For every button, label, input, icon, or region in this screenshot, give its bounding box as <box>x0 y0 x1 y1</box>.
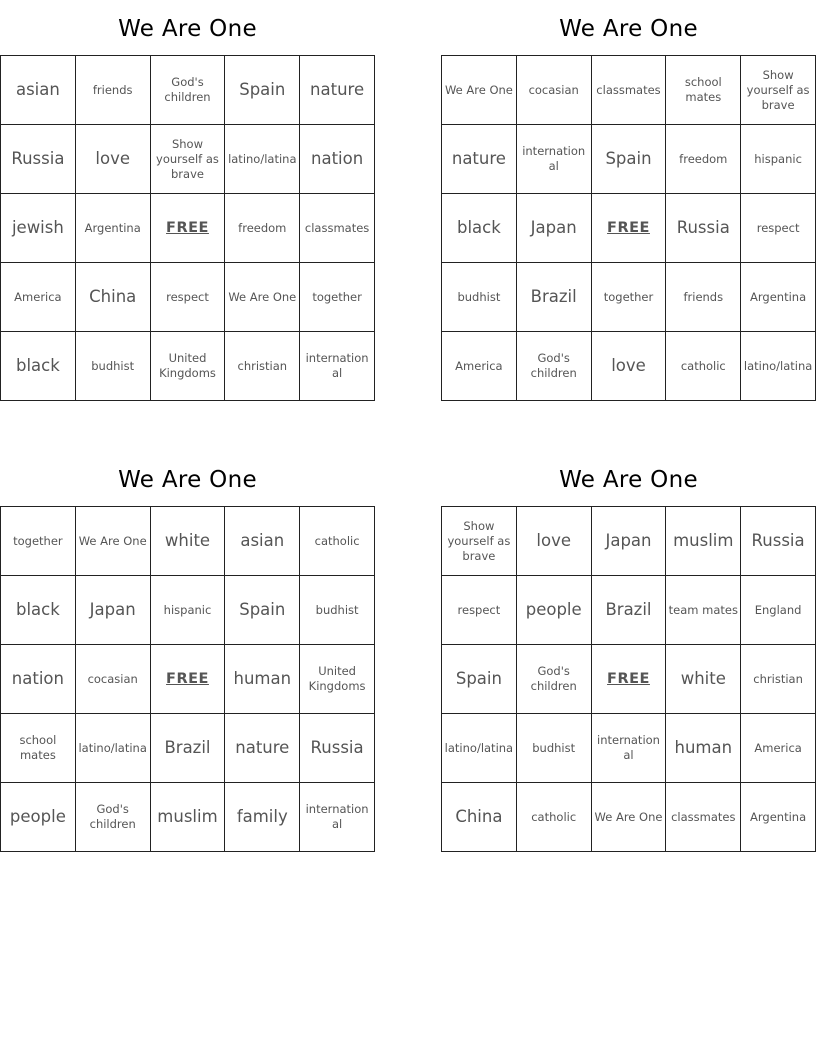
card-title: We Are One <box>118 467 257 493</box>
bingo-cell: jewish <box>1 194 76 263</box>
bingo-cell: asian <box>1 56 76 125</box>
grid-row <box>1 783 375 852</box>
bingo-cell: hispanic <box>150 576 225 645</box>
free-space-cell: FREE <box>591 645 666 714</box>
bingo-cell: cocasian <box>75 645 150 714</box>
grid-row <box>1 194 375 263</box>
bingo-cell: England <box>741 576 816 645</box>
bingo-cell: nation <box>1 645 76 714</box>
bingo-card-1 <box>0 0 375 401</box>
bingo-cell: human <box>666 714 741 783</box>
grid-row <box>442 332 816 401</box>
bingo-cell: America <box>442 332 517 401</box>
bingo-cell: international <box>300 783 375 852</box>
bingo-cell: asian <box>225 507 300 576</box>
grid-row <box>442 125 816 194</box>
grid-row <box>442 645 816 714</box>
bingo-cell: Argentina <box>741 783 816 852</box>
bingo-card-4 <box>441 451 816 852</box>
card-title: We Are One <box>559 467 698 493</box>
bingo-cell: black <box>1 332 76 401</box>
grid-row <box>1 332 375 401</box>
bingo-cell: Brazil <box>516 263 591 332</box>
bingo-cell: America <box>1 263 76 332</box>
bingo-cell: God's children <box>75 783 150 852</box>
bingo-cell: budhist <box>516 714 591 783</box>
bingo-cell: cocasian <box>516 56 591 125</box>
bingo-cell: We Are One <box>75 507 150 576</box>
bingo-cell: latino/latina <box>75 714 150 783</box>
bingo-cell: family <box>225 783 300 852</box>
bingo-cell: classmates <box>591 56 666 125</box>
grid-row <box>442 576 816 645</box>
grid-row <box>442 56 816 125</box>
bingo-card-2 <box>441 0 816 401</box>
bingo-cell: Japan <box>75 576 150 645</box>
bingo-cell: people <box>1 783 76 852</box>
bingo-cell: Spain <box>442 645 517 714</box>
grid-row <box>1 125 375 194</box>
bingo-cell: christian <box>225 332 300 401</box>
bingo-cell: nature <box>442 125 517 194</box>
bingo-cell: human <box>225 645 300 714</box>
bingo-grid <box>441 55 816 401</box>
bingo-cell: Russia <box>741 507 816 576</box>
bingo-cell: God's children <box>516 645 591 714</box>
bingo-cell: China <box>75 263 150 332</box>
bingo-cell: nation <box>300 125 375 194</box>
bingo-cell: friends <box>666 263 741 332</box>
bingo-cell: latino/latina <box>442 714 517 783</box>
bingo-cell: budhist <box>75 332 150 401</box>
bingo-grid <box>0 55 375 401</box>
free-space-cell: FREE <box>150 645 225 714</box>
grid-row <box>442 263 816 332</box>
bingo-cell: Show yourself as brave <box>442 507 517 576</box>
bingo-cell: together <box>300 263 375 332</box>
bingo-cell: friends <box>75 56 150 125</box>
grid-row <box>1 56 375 125</box>
bingo-cell: Show yourself as brave <box>741 56 816 125</box>
bingo-cell: Spain <box>225 56 300 125</box>
bingo-cell: classmates <box>666 783 741 852</box>
bingo-cell: We Are One <box>591 783 666 852</box>
bingo-grid <box>0 506 375 852</box>
bingo-cell: together <box>1 507 76 576</box>
bingo-cell: love <box>75 125 150 194</box>
bingo-cell: love <box>516 507 591 576</box>
bingo-cell: United Kingdoms <box>300 645 375 714</box>
bingo-cell: classmates <box>300 194 375 263</box>
grid-row <box>1 576 375 645</box>
bingo-cell: We Are One <box>442 56 517 125</box>
bingo-cell: Spain <box>225 576 300 645</box>
bingo-cell: hispanic <box>741 125 816 194</box>
bingo-cell: together <box>591 263 666 332</box>
bingo-cell: christian <box>741 645 816 714</box>
bingo-cell: black <box>442 194 517 263</box>
bingo-cell: Russia <box>666 194 741 263</box>
bingo-cell: We Are One <box>225 263 300 332</box>
bingo-cell: Russia <box>300 714 375 783</box>
bingo-cell: freedom <box>225 194 300 263</box>
grid-row <box>1 507 375 576</box>
bingo-cell: Argentina <box>75 194 150 263</box>
bingo-cell: respect <box>442 576 517 645</box>
bingo-cell: muslim <box>150 783 225 852</box>
bingo-cell: latino/latina <box>225 125 300 194</box>
bingo-cell: God's children <box>516 332 591 401</box>
bingo-cell: Brazil <box>591 576 666 645</box>
bingo-cell: black <box>1 576 76 645</box>
bingo-cell: Brazil <box>150 714 225 783</box>
grid-row <box>1 714 375 783</box>
bingo-cell: catholic <box>300 507 375 576</box>
bingo-cell: Show yourself as brave <box>150 125 225 194</box>
bingo-cell: white <box>150 507 225 576</box>
bingo-cell: international <box>591 714 666 783</box>
card-title: We Are One <box>559 16 698 42</box>
bingo-cell: catholic <box>516 783 591 852</box>
bingo-cell: respect <box>741 194 816 263</box>
free-space-cell: FREE <box>591 194 666 263</box>
bingo-cell: Japan <box>516 194 591 263</box>
bingo-cell: team mates <box>666 576 741 645</box>
grid-row <box>442 783 816 852</box>
grid-row <box>442 194 816 263</box>
bingo-cell: muslim <box>666 507 741 576</box>
grid-row <box>1 645 375 714</box>
bingo-cell: God's children <box>150 56 225 125</box>
bingo-cell: Japan <box>591 507 666 576</box>
free-space-cell: FREE <box>150 194 225 263</box>
bingo-cell: school mates <box>1 714 76 783</box>
bingo-cell: budhist <box>442 263 517 332</box>
bingo-cell: freedom <box>666 125 741 194</box>
bingo-cell: nature <box>225 714 300 783</box>
grid-row <box>442 714 816 783</box>
bingo-cell: America <box>741 714 816 783</box>
bingo-cell: China <box>442 783 517 852</box>
bingo-cell: love <box>591 332 666 401</box>
grid-row <box>442 507 816 576</box>
bingo-cell: international <box>300 332 375 401</box>
bingo-cell: school mates <box>666 56 741 125</box>
bingo-card-3 <box>0 451 375 852</box>
bingo-cell: budhist <box>300 576 375 645</box>
bingo-cell: Argentina <box>741 263 816 332</box>
bingo-cell: people <box>516 576 591 645</box>
card-title: We Are One <box>118 16 257 42</box>
bingo-cell: catholic <box>666 332 741 401</box>
bingo-cell: international <box>516 125 591 194</box>
bingo-cell: Spain <box>591 125 666 194</box>
grid-row <box>1 263 375 332</box>
bingo-cell: United Kingdoms <box>150 332 225 401</box>
bingo-cell: nature <box>300 56 375 125</box>
bingo-cell: white <box>666 645 741 714</box>
bingo-cell: respect <box>150 263 225 332</box>
bingo-cell: latino/latina <box>741 332 816 401</box>
bingo-cell: Russia <box>1 125 76 194</box>
bingo-grid <box>441 506 816 852</box>
